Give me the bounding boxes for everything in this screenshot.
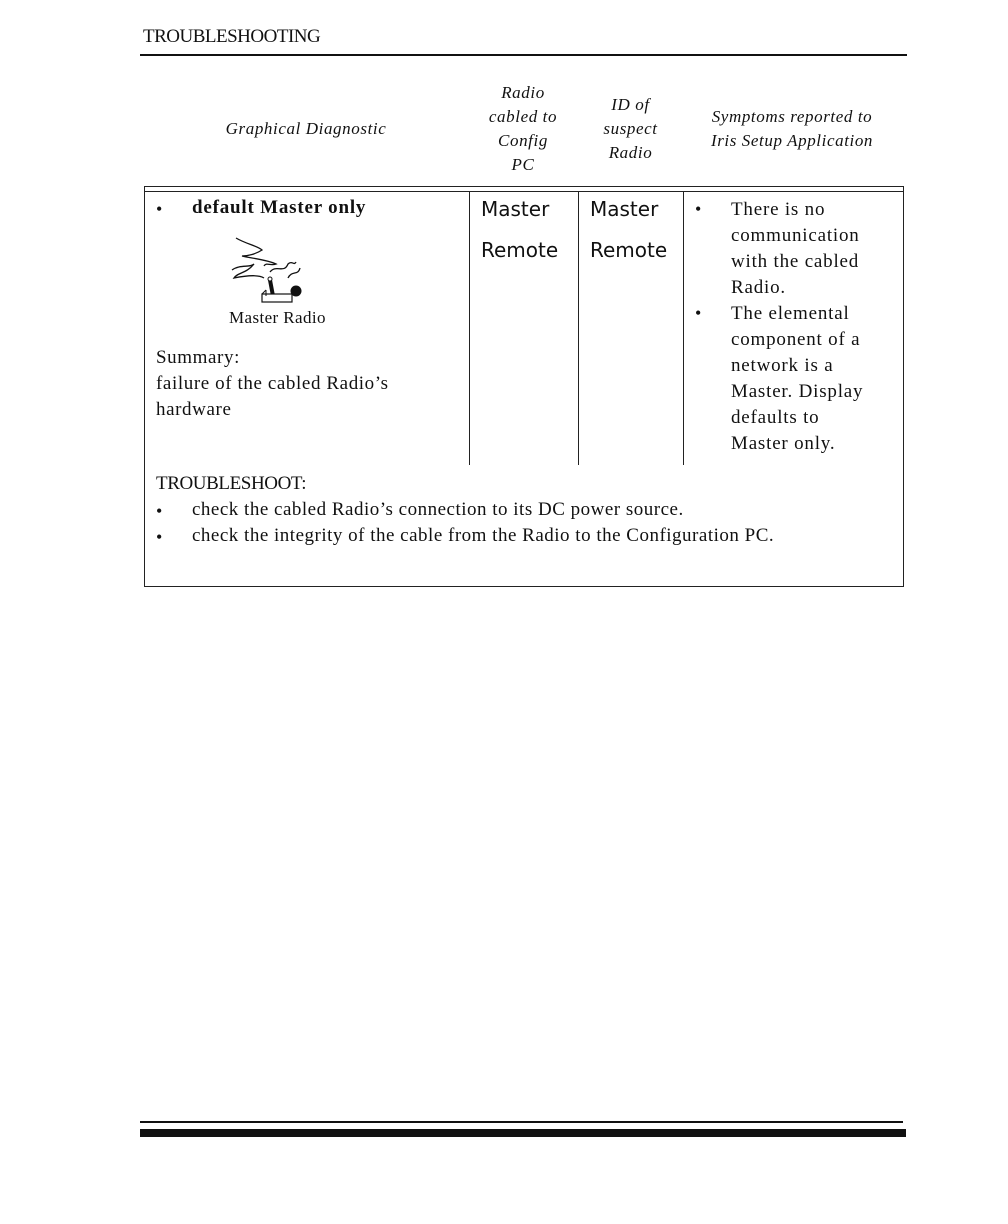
header-radio-cabled: Radio cabled to Config PC bbox=[488, 83, 558, 174]
cabled-value: Master bbox=[481, 197, 550, 221]
bullet: • bbox=[156, 199, 163, 219]
master-radio-icon bbox=[228, 234, 304, 306]
symptom-item: There is no communication with the cabled Radio. bbox=[731, 199, 860, 298]
header-symptoms: Symptoms reported to Iris Setup Application bbox=[710, 107, 874, 150]
bullet: • bbox=[156, 527, 163, 547]
bullet: • bbox=[695, 199, 702, 219]
column-divider bbox=[683, 192, 684, 465]
diagnostic-title: default Master only bbox=[192, 197, 367, 218]
footer-rule-thin bbox=[140, 1121, 903, 1123]
symptom-item: The elemental component of a network is a Master. Display defaults to Master only. bbox=[731, 303, 864, 454]
column-divider bbox=[578, 192, 579, 465]
bullet: • bbox=[156, 501, 163, 521]
footer-rule-thick bbox=[140, 1129, 906, 1137]
id-value: Master bbox=[590, 197, 659, 221]
running-head: TROUBLESHOOTING bbox=[143, 26, 321, 47]
header-graphical-diagnostic: Graphical Diagnostic bbox=[225, 119, 387, 138]
summary-line: failure of the cabled Radio’s bbox=[156, 373, 389, 394]
header-rule bbox=[140, 54, 907, 56]
column-divider bbox=[469, 192, 470, 465]
cabled-value: Remote bbox=[481, 238, 559, 262]
troubleshoot-item: check the cabled Radio’s connection to its DC power source. bbox=[192, 499, 684, 520]
summary bbox=[156, 345, 456, 423]
header-id-suspect: ID of suspect Radio bbox=[603, 95, 658, 162]
bullet: • bbox=[695, 303, 702, 323]
id-value: Remote bbox=[590, 238, 668, 262]
troubleshoot-heading: TROUBLESHOOT: bbox=[156, 473, 307, 494]
radio-caption: Master Radio bbox=[229, 308, 326, 327]
troubleshoot-item: check the integrity of the cable from the Radio to the Configuration PC. bbox=[192, 525, 775, 546]
summary-line: hardware bbox=[156, 399, 232, 420]
table-double-rule bbox=[145, 191, 903, 192]
summary-label: Summary: bbox=[156, 347, 240, 368]
